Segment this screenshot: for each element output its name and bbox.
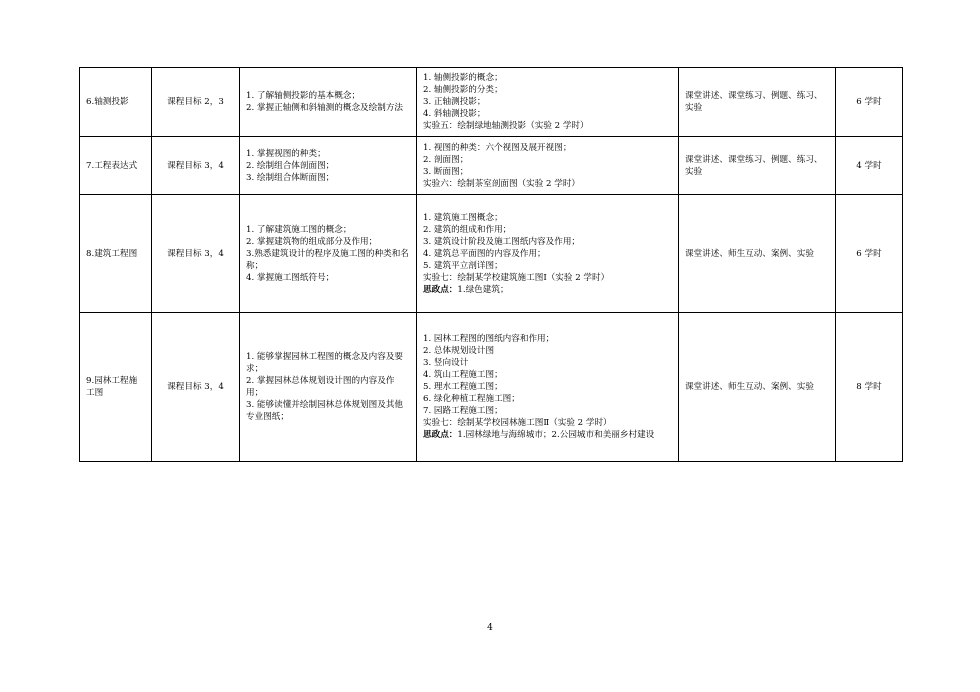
objective-line: 2. 掌握建筑物的组成部分及作用； <box>246 236 378 247</box>
objective-line: 3.熟悉建筑设计的程序及施工图的种类和名称； <box>246 248 409 271</box>
objectives-cell <box>240 137 417 195</box>
content-line: 7. 园路工程施工图； <box>423 406 503 416</box>
objective-line: 2. 绘制组合体剖面图； <box>246 160 335 171</box>
objective-line: 3. 能够读懂并绘制园林总体规划图及其他专业图纸； <box>246 400 404 422</box>
content-line: 实验七：绘制某学校建筑施工图Ⅰ（实验 2 学时） <box>423 272 610 283</box>
content-line: 2. 轴侧投影的分类； <box>423 85 503 95</box>
ideology-text: 1.园林绿地与海绵城市；2.公园城市和美丽乡村建设 <box>457 430 655 440</box>
objective-line: 1. 能够掌握园林工程图的概念及内容及要求； <box>246 352 404 374</box>
content-line: 6. 绿化种植工程施工图； <box>423 394 520 404</box>
methods-cell: 课堂讲述、师生互动、案例、实验 <box>679 313 836 462</box>
content-line: 2. 建筑的组成和作用； <box>423 224 512 235</box>
goal-cell: 课程目标 2，3 <box>152 68 240 137</box>
content-cell <box>417 313 679 462</box>
goal-cell: 课程目标 3，4 <box>152 313 240 462</box>
content-line: 1. 轴侧投影的概念； <box>423 73 503 83</box>
methods-cell: 课堂讲述、课堂练习、例题、练习、实验 <box>679 68 836 137</box>
unit-cell: 8.建筑工程图 <box>80 195 152 313</box>
content-line: 2. 总体规划设计图 <box>423 346 495 356</box>
content-line: 4. 筑山工程施工图； <box>423 370 503 380</box>
unit-cell: 9.园林工程施工图 <box>80 313 152 462</box>
content-line: 1. 建筑施工图概念； <box>423 212 503 223</box>
content-line: 3. 竖向设计 <box>423 358 469 368</box>
content-cell <box>417 195 679 313</box>
content-line: 1. 园林工程图的图纸内容和作用； <box>423 334 555 344</box>
objective-line: 1. 了解建筑施工图的概念； <box>246 224 352 235</box>
ideology-label: 思政点： <box>423 284 458 295</box>
objective-line: 1. 了解轴侧投影的基本概念； <box>246 91 361 101</box>
content-line: 实验六：绘制茶室剖面图（实验 2 学时） <box>423 178 581 189</box>
page-number: 4 <box>487 623 493 633</box>
content-cell <box>417 68 679 137</box>
content-line: 实验七：绘制某学校园林施工图Ⅱ（实验 2 学时） <box>423 418 612 428</box>
objectives-cell <box>240 68 417 137</box>
objective-line: 3. 绘制组合体断面图； <box>246 172 335 183</box>
hours-cell: 8 学时 <box>836 313 903 462</box>
content-line: 5. 建筑平立剖详图； <box>423 260 503 271</box>
hours-cell: 4 学时 <box>836 137 903 195</box>
hours-cell: 6 学时 <box>836 195 903 313</box>
content-line: 3. 建筑设计阶段及施工图纸内容及作用； <box>423 236 581 247</box>
methods-cell: 课堂讲述、课堂练习、例题、练习、实验 <box>679 137 836 195</box>
ideology-label: 思政点： <box>423 430 458 440</box>
hours-cell: 6 学时 <box>836 68 903 137</box>
table-row <box>80 137 903 195</box>
ideology-line <box>423 429 672 441</box>
content-line: 2. 剖面图； <box>423 154 469 165</box>
content-line: 3. 正轴测投影； <box>423 97 486 107</box>
objective-line: 4. 掌握施工图纸符号； <box>246 272 335 283</box>
content-line: 实验五：绘制绿地轴测投影（实验 2 学时） <box>423 121 589 131</box>
ideology-text: 1.绿色建筑； <box>457 284 509 295</box>
unit-cell: 7.工程表达式 <box>80 137 152 195</box>
content-line: 4. 建筑总平面图的内容及作用； <box>423 248 546 259</box>
table-row <box>80 313 903 462</box>
objectives-cell <box>240 195 417 313</box>
goal-cell: 课程目标 3，4 <box>152 137 240 195</box>
goal-cell: 课程目标 3，4 <box>152 195 240 313</box>
objective-line: 2. 掌握正轴侧和斜轴测的概念及绘制方法 <box>246 103 404 113</box>
content-line: 1. 视图的种类：六个视图及展开视图； <box>423 142 572 153</box>
content-line: 3. 断面图； <box>423 166 469 177</box>
unit-cell: 6.轴测投影 <box>80 68 152 137</box>
table-row <box>80 195 903 313</box>
objective-line: 2. 掌握园林总体规划设计图的内容及作用； <box>246 376 395 398</box>
objectives-cell <box>240 313 417 462</box>
table-row <box>80 68 903 137</box>
ideology-line <box>423 284 672 296</box>
objective-line: 1. 掌握视图的种类； <box>246 148 326 159</box>
content-line: 5. 理水工程施工图； <box>423 382 503 392</box>
syllabus-table <box>79 67 903 462</box>
content-cell <box>417 137 679 195</box>
content-line: 4. 斜轴测投影； <box>423 109 486 119</box>
methods-cell: 课堂讲述、师生互动、案例、实验 <box>679 195 836 313</box>
